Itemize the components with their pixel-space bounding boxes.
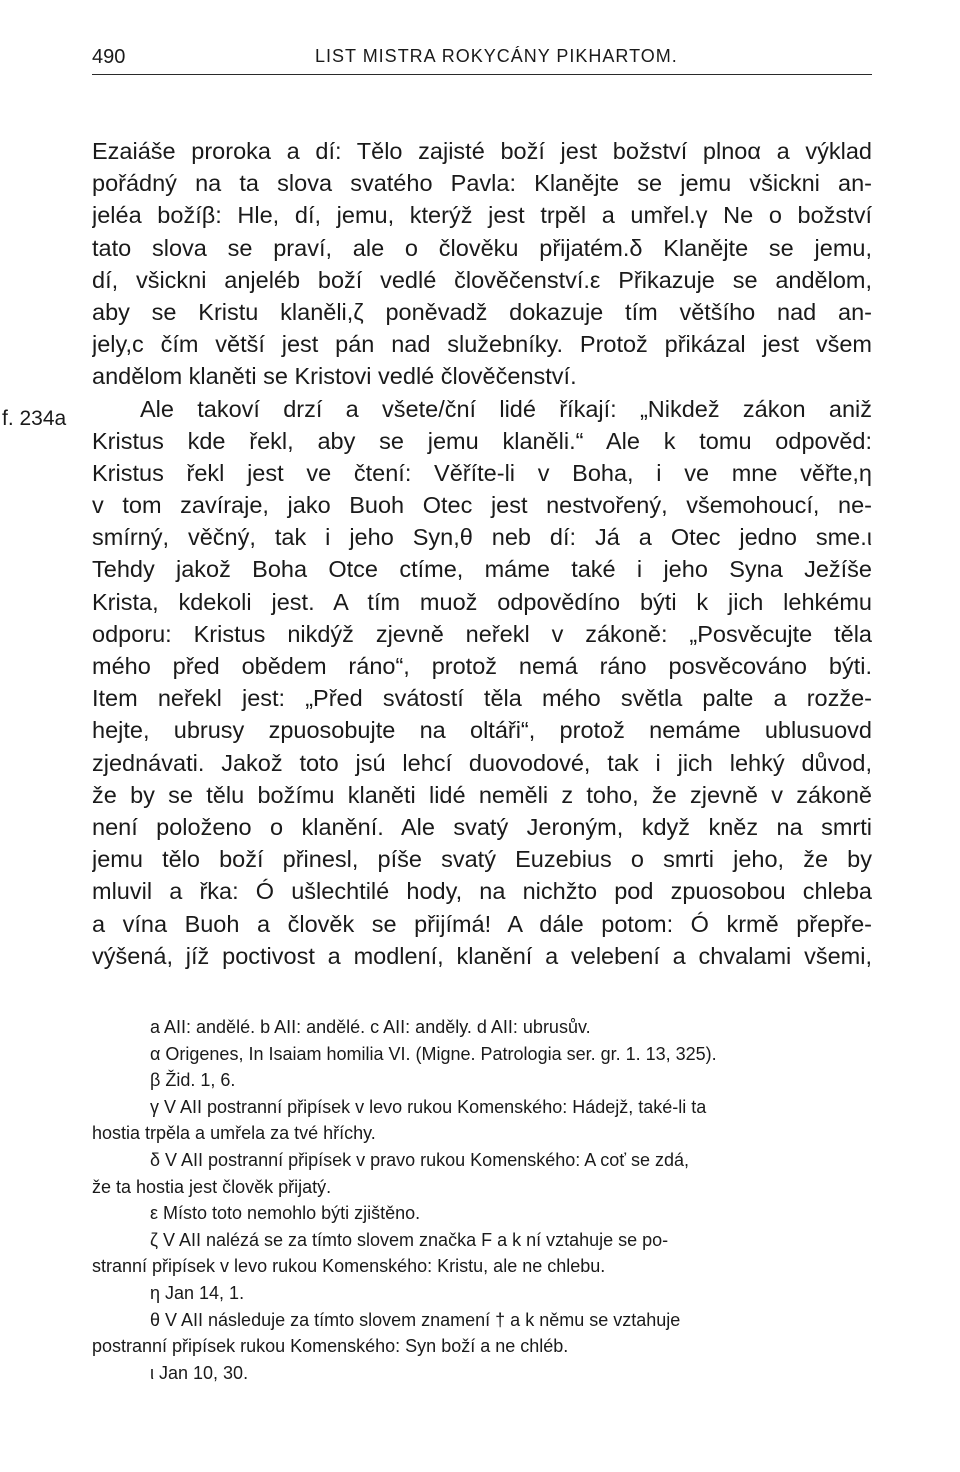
text-line: jemu tělo boží přinesl, píše svatý Euzebius o smrti jeho, že by (92, 846, 872, 873)
marginal-folio-note: f. 234a (2, 407, 67, 430)
footnote-line: γ V AII postranní připísek v levo rukou Komenského: Hádejž, také-li ta (150, 1096, 707, 1117)
footnote-line: η Jan 14, 1. (150, 1282, 245, 1303)
text-line: pořádný na ta slova svatého Pavla: Klanějte se jemu všickni an- (92, 170, 872, 197)
text-line: Ale takoví drzí a všete/ční lidé říkají: „Nikdež zákon aniž (140, 395, 872, 422)
text-line: Kristus řekl jest ve čtení: Věříte-li v Boha, i ve mne věřte,η (92, 459, 872, 486)
footnote-line: stranní připísek v levo rukou Komenského: Kristu, ale ne chlebu. (92, 1256, 606, 1277)
text-line: mluvil a řka: Ó ušlechtilé hody, na nichžto pod zpuosobou chleba (92, 878, 872, 905)
text-line: a vína Buoh a člověk se přijímá! A dále potom: Ó krmě přepře- (92, 910, 872, 937)
footnote-line: δ V AII postranní připísek v pravo rukou Komenského: A coť se zdá, (150, 1149, 690, 1170)
text-line: Ezaiáše proroka a dí: Tělo zajisté boží jest božství plnoα a výklad (92, 138, 872, 164)
header-rule (92, 74, 872, 75)
text-line: v tom zavíraje, jako Buoh Otec jest nestvořený, všemohoucí, ne- (92, 492, 872, 519)
footnote-line: že ta hostia jest člověk přijatý. (92, 1176, 332, 1197)
text-line: dí, všickni anjeléb boží vedlé člověčenství.ε Přikazuje se andělom, (92, 266, 872, 293)
text-line: jely,c čím větší jest pán nad služebníky. Protož přikázal jest všem (92, 331, 872, 358)
footnote-line: a AII: andělé. b AII: andělé. c AII: anděly. d AII: ubrusův. (150, 1017, 591, 1037)
text-line: odporu: Kristus nikdýž zjevně neřekl v zákoně: „Posvěcujte těla (92, 620, 872, 647)
main-text (2, 135, 872, 972)
footnote-line: α Origenes, In Isaiam homilia VI. (Migne. Patrologia ser. gr. 1. 13, 325). (150, 1043, 717, 1064)
text-line: Krista, kdekoli jest. A tím muož odpovědíno býti k jich lehkému (92, 588, 872, 615)
footnote-line: hostia trpěla a umřela za tvé hříchy. (92, 1123, 376, 1144)
text-line: Tehdy jakož Boha Otce ctíme, máme také i jeho Syna Ježíše (92, 556, 872, 583)
text-line: mého před obědem ráno“, protož nemá ráno posvěcováno býti. (92, 653, 872, 679)
footnote-line: ε Místo toto nemohlo býti zjištěno. (150, 1203, 421, 1224)
footnote-line: θ V AII následuje za tímto slovem znamení † a k němu se vztahuje (150, 1309, 681, 1330)
footnote-line: ζ V AII nalézá se za tímto slovem značka F a k ní vztahuje se po- (150, 1229, 669, 1250)
text-line: tato slova se praví, ale o člověku přijatém.δ Klanějte se jemu, (92, 234, 872, 261)
text-line: hejte, ubrusy zpuosobujte na oltáři“, protož nemáme ublusuovd (92, 717, 872, 744)
text-line: aby se Kristu klaněli,ζ poněvadž dokazuje tím většího nad an- (92, 298, 872, 325)
text-line: jeléa božíβ: Hle, dí, jemu, kterýž jest trpěl a umřel.γ Ne o božství (92, 202, 872, 229)
text-line: smírný, věčný, tak i jeho Syn,θ neb dí: Já a Otec jedno sme.ι (92, 524, 872, 551)
text-line: Item neřekl jest: „Před svátostí těla mého světla palte a rozže- (92, 685, 872, 712)
footnote-line: ι Jan 10, 30. (150, 1362, 249, 1383)
page-number: 490 (92, 46, 126, 68)
footnotes (92, 1014, 872, 1386)
page-header (92, 44, 872, 78)
footnote-line: β Žid. 1, 6. (150, 1070, 236, 1091)
text-line: Kristus kde řekl, aby se jemu klaněli.“ Ale k tomu odpověd: (92, 427, 872, 454)
text-line: že by se tělu božímu klaněti lidé neměli z toho, že zjevně v zákoně (92, 781, 872, 808)
running-title: LIST MISTRA ROKYCÁNY PIKHARTOM. (315, 46, 678, 66)
text-line: není položeno o klanění. Ale svatý Jeroným, když kněz na smrti (92, 813, 872, 840)
footnote-line: postranní připísek rukou Komenského: Syn boží a ne chléb. (92, 1336, 569, 1357)
text-line: zjednávati. Jakož toto jsú lehcí duovodové, tak i jich lehký důvod, (92, 749, 872, 776)
text-line: andělom klaněti se Kristovi vedlé člověčenství. (92, 363, 577, 390)
text-line: výšená, jíž poctivost a modlení, klanění a velebení a chvalami všemi, (92, 942, 872, 969)
